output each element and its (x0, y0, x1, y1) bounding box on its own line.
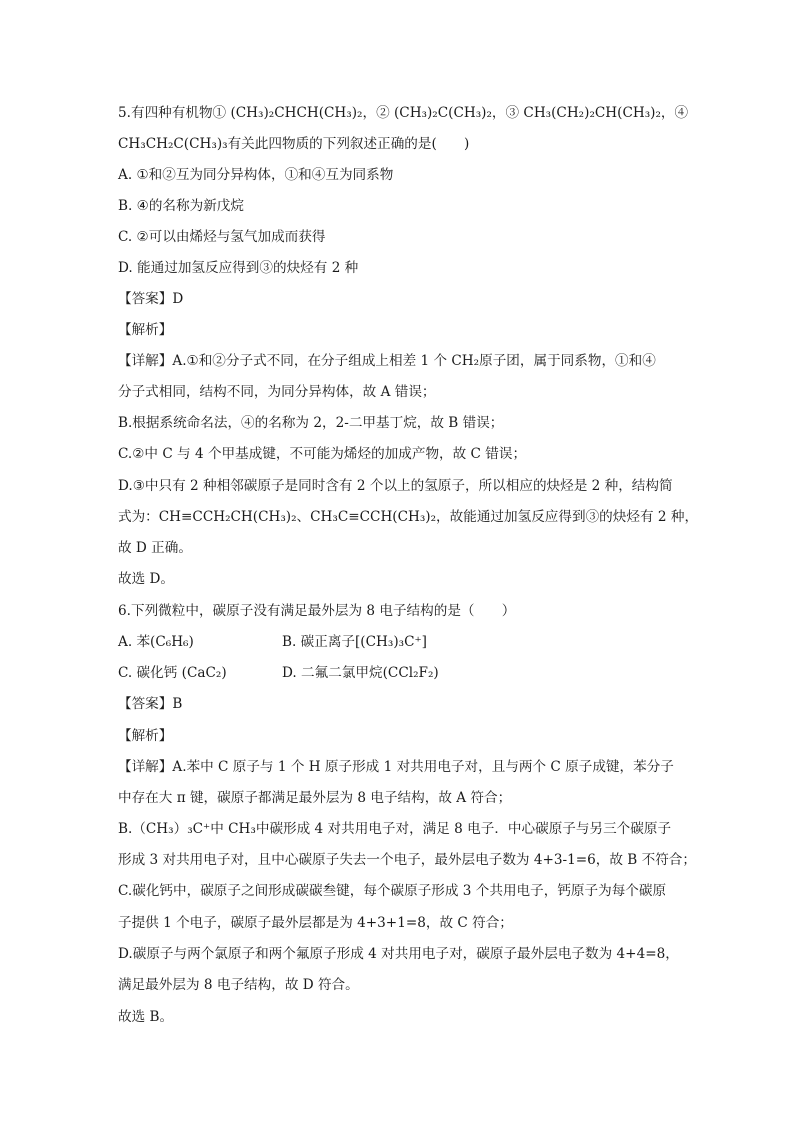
q5-detail-line: 分子式相同，结构不同，为同分异构体，故 A 错误； (118, 384, 436, 400)
q6-detail-line: 中存在大 π 键，碳原子都满足最外层为 8 电子结构，故 A 符合； (118, 790, 512, 806)
q6-detail-line: B.（CH₃）₃C⁺中 CH₃中碳形成 4 对共用电子对，满足 8 电子．中心碳原子与另三个碳原子 (118, 821, 672, 837)
q5-option-c: C. ②可以由烯烃与氢气加成而获得 (118, 229, 326, 245)
q6-option-a: A. 苯(C₆H₆) (118, 634, 194, 650)
q6-detail-line: 满足最外层为 8 电子结构，故 D 符合。 (118, 977, 359, 993)
q5-option-d: D. 能通过加氢反应得到③的炔烃有 2 种 (118, 260, 359, 276)
q6-option-b: B. 碳正离子[(CH₃)₃C⁺] (282, 634, 427, 650)
q6-analysis-label: 【解析】 (118, 728, 173, 744)
q5-stem-line2: CH₃CH₂C(CH₃)₃有关此四物质的下列叙述正确的是( ) (118, 136, 470, 152)
q6-detail-line: D.碳原子与两个氯原子和两个氟原子形成 4 对共用电子对，碳原子最外层电子数为 4+4=8， (118, 946, 679, 962)
q6-detail-line: 形成 3 对共用电子对，且中心碳原子失去一个电子，最外层电子数为 4+3-1=6，故 B 不符合； (118, 852, 696, 868)
q5-detail-line: B.根据系统命名法，④的名称为 2，2-二甲基丁烷，故 B 错误； (118, 415, 504, 431)
q5-detail-line: 式为：CH≡CCH₂CH(CH₃)₂、CH₃C≡CCH(CH₃)₂，故能通过加氢反应得到③的炔烃有 2 种， (118, 509, 699, 525)
q6-option-c: C. 碳化钙 (CaC₂) (118, 665, 227, 681)
q5-detail-line: D.③中只有 2 种相邻碳原子是同时含有 2 个以上的氢原子，所以相应的炔烃是 2 种，结构简 (118, 478, 673, 494)
q6-detail-line: 【详解】A.苯中 C 原子与 1 个 H 原子形成 1 对共用电子对，且与两个 C 原子成键，苯分子 (118, 759, 674, 775)
q5-analysis-label: 【解析】 (118, 322, 173, 338)
q5-stem-line1: 5.有四种有机物① (CH₃)₂CHCH(CH₃)₂，② (CH₃)₂C(CH₃)₂，③ CH₃(CH₂)₂CH(CH₃)₂，④ (118, 105, 689, 121)
q5-detail-line: C.②中 C 与 4 个甲基成键，不可能为烯烃的加成产物，故 C 错误； (118, 446, 527, 462)
q6-detail-line: 子提供 1 个电子，碳原子最外层都是为 4+3+1=8，故 C 符合； (118, 915, 513, 931)
q5-option-a: A. ①和②互为同分异构体，①和④互为同系物 (118, 167, 394, 183)
q6-detail-line: C.碳化钙中，碳原子之间形成碳碳叁键，每个碳原子形成 3 个共用电子，钙原子为每个碳原 (118, 883, 667, 899)
q5-detail-line: 故 D 正确。 (118, 540, 192, 556)
q5-answer: 【答案】D (118, 291, 184, 307)
q6-stem: 6.下列微粒中，碳原子没有满足最外层为 8 电子结构的是（ ） (118, 603, 516, 619)
q5-detail-line: 【详解】A.①和②分子式不同，在分子组成上相差 1 个 CH₂原子团，属于同系物，①和④ (118, 353, 656, 369)
q5-option-b: B. ④的名称为新戊烷 (118, 198, 244, 214)
q6-conclusion: 故选 B。 (118, 1009, 174, 1025)
q6-option-d: D. 二氟二氯甲烷(CCl₂F₂) (282, 665, 439, 681)
q5-conclusion: 故选 D。 (118, 571, 175, 587)
q6-answer: 【答案】B (118, 696, 183, 712)
